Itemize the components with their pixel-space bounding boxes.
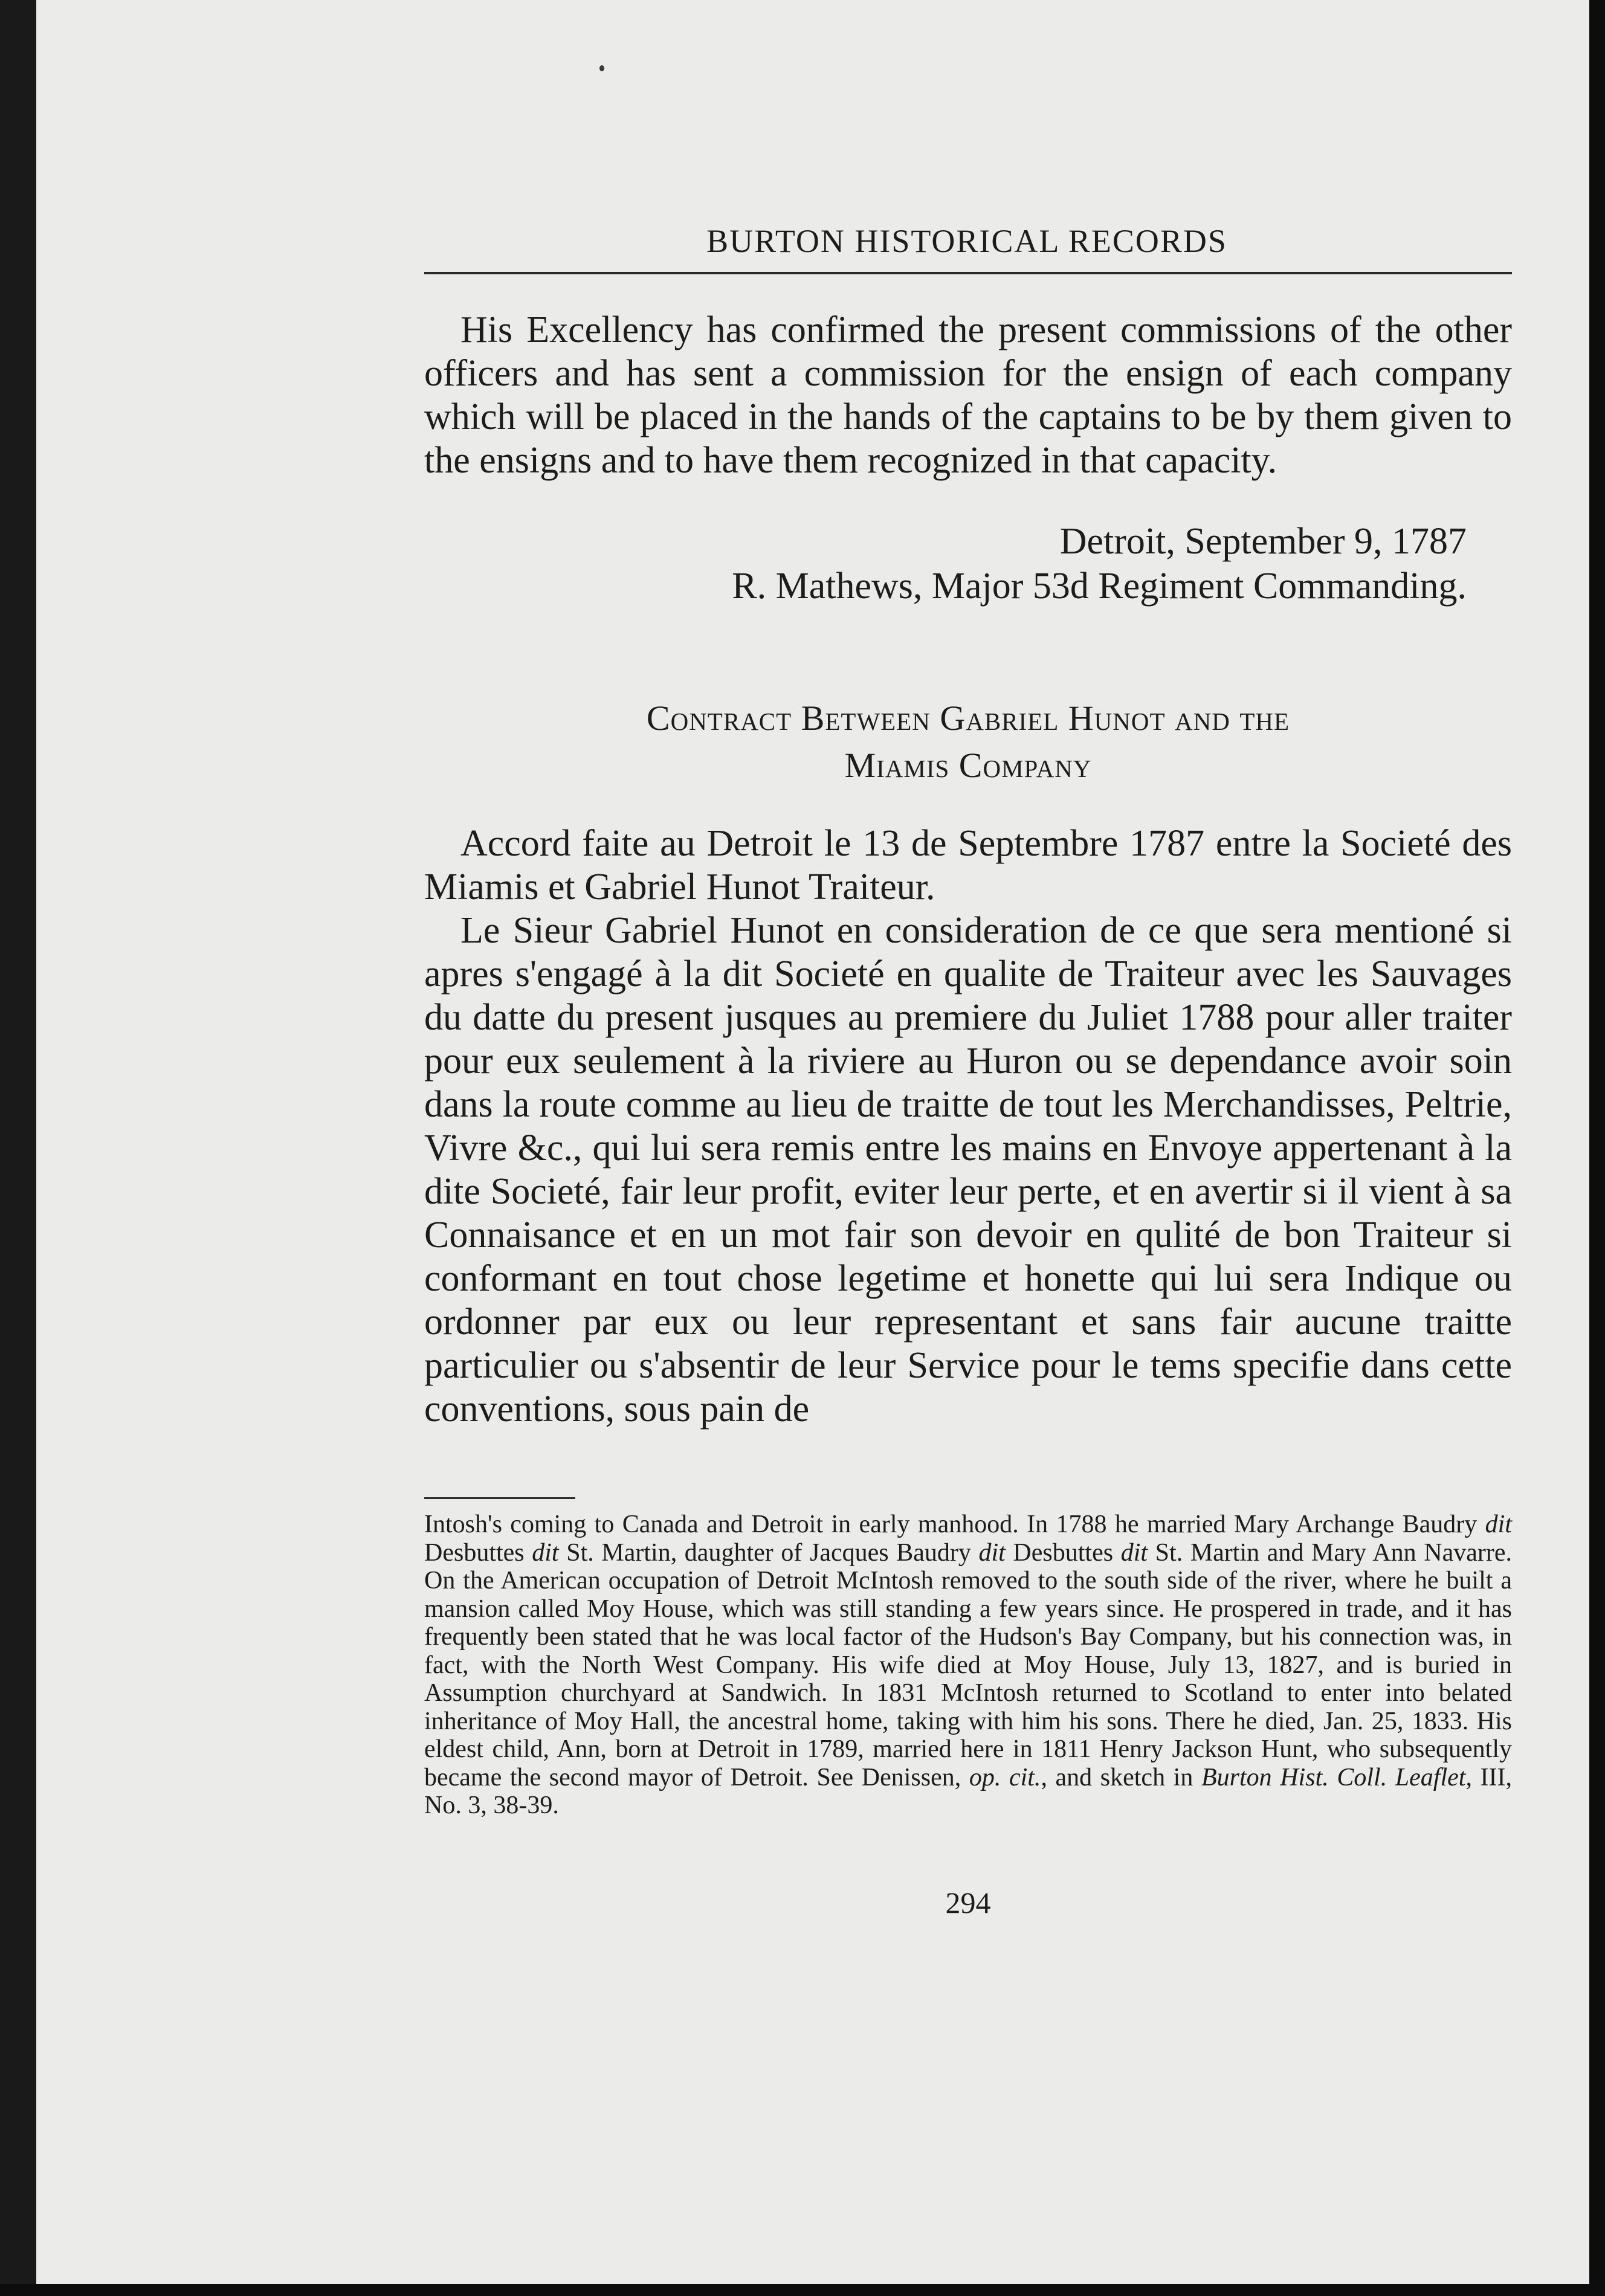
footnote-segment: Desbuttes	[424, 1538, 532, 1567]
contract-text	[424, 822, 1512, 1431]
contract-paragraph-2: Le Sieur Gabriel Hunot en consideration de ce que sera mentioné si apres s'engagé à la dit Societé en qualite de Traiteur avec les Sauvages du datte du present jusques au premiere du Juliet 1788 pour aller traiter pour eux seulement à la riviere au Huron ou se dependance avoir soin dans la route comme au lieu de traitte de tout les Merchandisses, Peltrie, Vivre &c., qui lui sera remis entre les mains en Envoye appertenant à la dite Societé, fair leur profit, eviter leur perte, et en avertir si il vient à sa Connaisance et en un mot fair son devoir en qulité de bon Traiteur si conformant en tout chose legetime et honette qui lui sera Indique ou ordonner par eux ou leur representant et sans fair aucune traitte particulier ou s'absentir de leur Service pour le tems specifie dans cette conventions, sous pain de	[424, 910, 1512, 1430]
footnote-italic: dit	[532, 1538, 559, 1567]
footnote-italic: dit	[1485, 1511, 1512, 1538]
footnote-italic: dit	[978, 1538, 1006, 1567]
footnote-italic: dit	[1120, 1538, 1148, 1567]
paper-speck	[599, 65, 604, 71]
section-title	[424, 695, 1512, 789]
footnote-italic: op. cit.	[969, 1763, 1041, 1791]
footnote-segment: St. Martin, daughter of Jacques Baudry	[558, 1538, 979, 1567]
section-title-line-1: Contract Between Gabriel Hunot and the	[646, 698, 1290, 738]
footnote-rule	[424, 1497, 575, 1499]
footnote	[424, 1511, 1512, 1820]
footnote-segment: St. Martin and Mary Ann Navarre. On the American occupation of Detroit McIntosh removed to the south side of the river, where he built a mansion called Moy House, which was still standing a few years since. He prospered in trade, and it has frequently been stated that he was local factor of the Hudson's Bay Company, but his connection was, in fact, with the North West Company. His wife died at Moy House, July 13, 1827, and is buried in Assumption churchyard at Sandwich. In 1831 McIntosh returned to Scotland to enter into belated inheritance of Moy Hall, the ancestral home, taking with him his sons. There he died, Jan. 25, 1833. His eldest child, Ann, born at Detroit in 1789, married here in 1811 Henry Jackson Hunt, who subsequently became the second mayor of Detroit. See Denissen,	[424, 1538, 1512, 1791]
footnote-italic: Burton Hist. Coll. Leaflet	[1201, 1763, 1466, 1791]
footnote-segment: Intosh's coming to Canada and Detroit in early manhood. In 1788 he married Mary Archange Baudry	[424, 1511, 1485, 1538]
running-head: BURTON HISTORICAL RECORDS	[706, 223, 1227, 259]
page-number: 294	[945, 1886, 991, 1920]
footnote-segment: , III, No. 3, 38-39.	[424, 1763, 1512, 1819]
footnote-segment: Desbuttes	[1005, 1538, 1121, 1567]
dateline: Detroit, September 9, 1787	[1059, 521, 1467, 562]
header-rule	[424, 272, 1512, 274]
footnote-text	[424, 1511, 1512, 1820]
contract-paragraph-1: Accord faite au Detroit le 13 de Septembre 1787 entre la Societé des Miamis et Gabriel Hunot Traiteur.	[424, 823, 1512, 908]
scan-edge-bottom	[0, 2284, 1605, 2296]
section-title-line-2: Miamis Company	[844, 746, 1092, 785]
scan-edge-right	[1589, 0, 1605, 2296]
signature-line: R. Mathews, Major 53d Regiment Commanding.	[732, 566, 1467, 607]
footnote-segment: , and sketch in	[1041, 1763, 1201, 1791]
document-page	[36, 0, 1589, 2284]
paragraph-text: His Excellency has confirmed the present commissions of the other officers and has sent a commission for the ensign of each company which will be placed in the hands of the captains to be by them given to the ensigns and to have them recognized in that capacity.	[424, 309, 1512, 481]
commission-paragraph	[424, 308, 1512, 482]
